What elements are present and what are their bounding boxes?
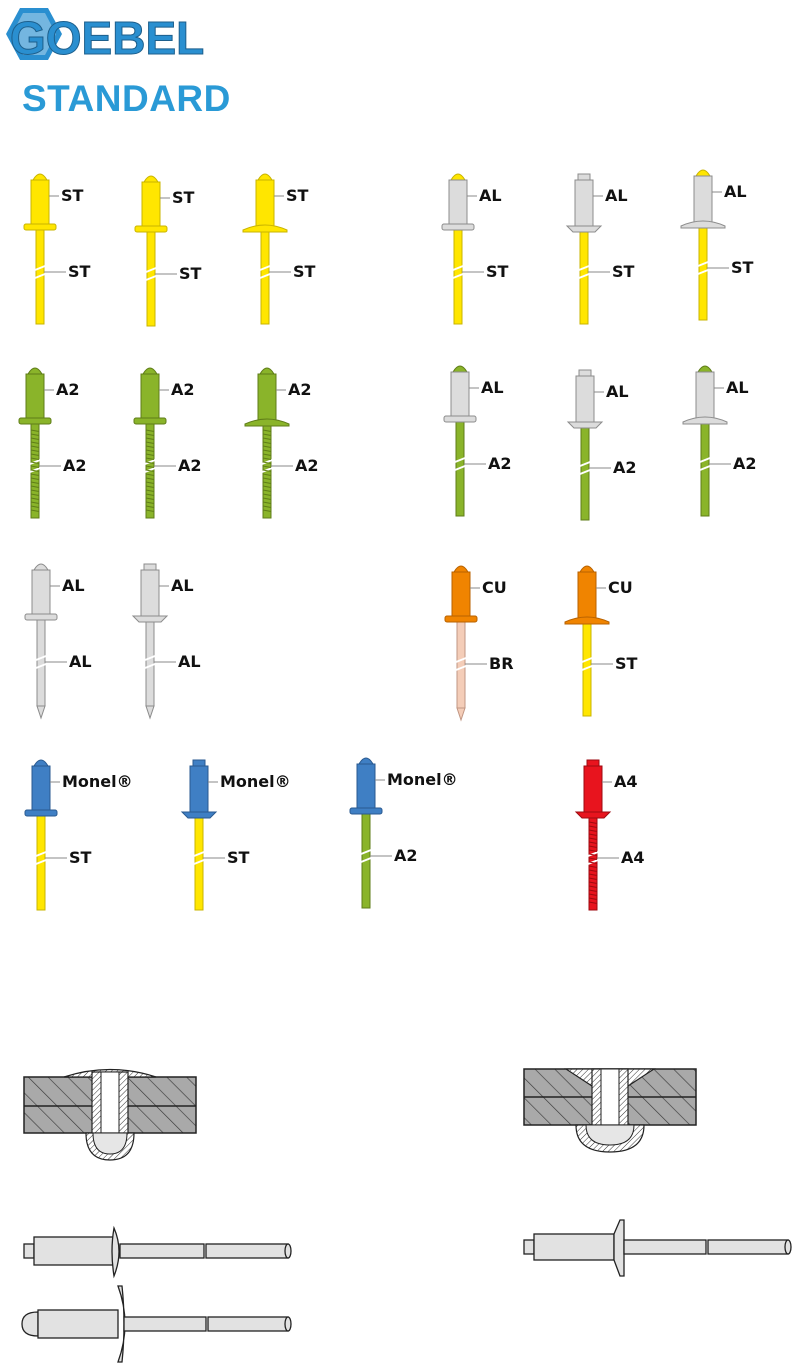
body-material-label: AL xyxy=(724,182,747,201)
mandrel-material-label: ST xyxy=(69,848,92,867)
rivet-body xyxy=(568,370,602,428)
rivet-19 xyxy=(350,758,392,908)
rivet-18 xyxy=(182,760,225,910)
mandrel xyxy=(262,420,272,518)
technical-drawings xyxy=(22,1069,791,1362)
mandrel xyxy=(455,418,465,516)
mandrel xyxy=(36,616,46,718)
installed-dome-head-drawing xyxy=(24,1070,196,1161)
mandrel xyxy=(698,222,708,320)
rivet-15 xyxy=(445,566,487,720)
mandrel-material-label: ST xyxy=(293,262,316,281)
rivet-10 xyxy=(444,366,486,516)
mandrel xyxy=(580,422,590,520)
rivet-body xyxy=(25,760,57,816)
body-material-label: ST xyxy=(286,186,309,205)
rivet-16 xyxy=(565,566,613,716)
body-material-label: AL xyxy=(62,576,85,595)
mandrel-material-label: AL xyxy=(69,652,92,671)
rivet-8 xyxy=(134,368,176,518)
mandrel-material-label: A2 xyxy=(178,456,202,475)
rivet-9 xyxy=(245,368,293,518)
body-material-label: Monel® xyxy=(62,772,133,791)
mandrel xyxy=(194,812,204,910)
rivet-body xyxy=(243,174,287,232)
rivet-body xyxy=(445,566,477,622)
mandrel-material-label: ST xyxy=(612,262,635,281)
body-material-label: A2 xyxy=(171,380,195,399)
rivet-13 xyxy=(25,564,67,718)
rivet-12 xyxy=(683,366,731,516)
body-material-label: Monel® xyxy=(387,770,458,789)
mandrel xyxy=(700,418,710,516)
rivet-20 xyxy=(576,760,619,910)
mandrel-material-label: ST xyxy=(68,262,91,281)
mandrel xyxy=(145,616,155,718)
mandrel-material-label: A2 xyxy=(613,458,637,477)
mandrel xyxy=(35,226,45,324)
body-material-label: A4 xyxy=(614,772,638,791)
rivet-body xyxy=(133,564,167,622)
mandrel xyxy=(146,228,156,326)
side-view-dome-head-drawing xyxy=(24,1228,291,1276)
body-material-label: AL xyxy=(479,186,502,205)
mandrel xyxy=(588,812,598,910)
side-view-large-flange-head-drawing xyxy=(22,1286,291,1362)
mandrel xyxy=(30,420,40,518)
rivet-body xyxy=(565,566,609,624)
rivet-6 xyxy=(681,170,729,320)
side-view-countersunk-head-drawing xyxy=(524,1220,791,1276)
mandrel xyxy=(36,812,46,910)
rivet-11 xyxy=(568,370,611,520)
mandrel-material-label: AL xyxy=(178,652,201,671)
rivet-1 xyxy=(24,174,66,324)
rivet-4 xyxy=(442,174,484,324)
body-material-label: CU xyxy=(482,578,507,597)
mandrel xyxy=(456,618,466,720)
mandrel-material-label: ST xyxy=(731,258,754,277)
mandrel-material-label: A2 xyxy=(394,846,418,865)
mandrel-material-label: A2 xyxy=(295,456,319,475)
rivet-body xyxy=(681,170,725,228)
rivet-body xyxy=(245,368,289,426)
body-material-label: ST xyxy=(172,188,195,207)
mandrel xyxy=(361,810,371,908)
body-material-label: AL xyxy=(606,382,629,401)
mandrel xyxy=(453,226,463,324)
mandrel-material-label: A2 xyxy=(733,454,757,473)
section-title: STANDARD xyxy=(22,78,231,119)
mandrel xyxy=(260,226,270,324)
mandrel xyxy=(145,420,155,518)
rivet-body xyxy=(444,366,476,422)
mandrel-material-label: ST xyxy=(179,264,202,283)
body-material-label: A2 xyxy=(56,380,80,399)
rivet-body xyxy=(24,174,56,230)
rivet-body xyxy=(350,758,382,814)
rivet-2 xyxy=(135,176,177,326)
mandrel-material-label: A4 xyxy=(621,848,645,867)
body-material-label: CU xyxy=(608,578,633,597)
body-material-label: AL xyxy=(171,576,194,595)
rivet-body xyxy=(442,174,474,230)
installed-countersunk-head-drawing xyxy=(524,1069,696,1152)
rivet-5 xyxy=(567,174,610,324)
mandrel-material-label: A2 xyxy=(488,454,512,473)
rivet-body xyxy=(134,368,166,424)
body-material-label: AL xyxy=(481,378,504,397)
rivet-body xyxy=(182,760,216,818)
logo-wordmark: GOEBEL xyxy=(10,12,205,64)
rivet-body xyxy=(576,760,610,818)
mandrel-material-label: A2 xyxy=(63,456,87,475)
body-material-label: A2 xyxy=(288,380,312,399)
mandrel-material-label: ST xyxy=(615,654,638,673)
rivet-body xyxy=(135,176,167,232)
body-material-label: Monel® xyxy=(220,772,291,791)
rivet-body xyxy=(683,366,727,424)
body-material-label: AL xyxy=(605,186,628,205)
mandrel-material-label: BR xyxy=(489,654,514,673)
rivet-body xyxy=(25,564,57,620)
body-material-label: ST xyxy=(61,186,84,205)
rivet-body xyxy=(19,368,51,424)
body-material-label: AL xyxy=(726,378,749,397)
rivet-14 xyxy=(133,564,176,718)
mandrel-material-label: ST xyxy=(486,262,509,281)
rivet-7 xyxy=(19,368,61,518)
rivet-17 xyxy=(25,760,67,910)
mandrel-material-label: ST xyxy=(227,848,250,867)
rivet-3 xyxy=(243,174,291,324)
mandrel xyxy=(582,618,592,716)
mandrel xyxy=(579,226,589,324)
rivet-body xyxy=(567,174,601,232)
